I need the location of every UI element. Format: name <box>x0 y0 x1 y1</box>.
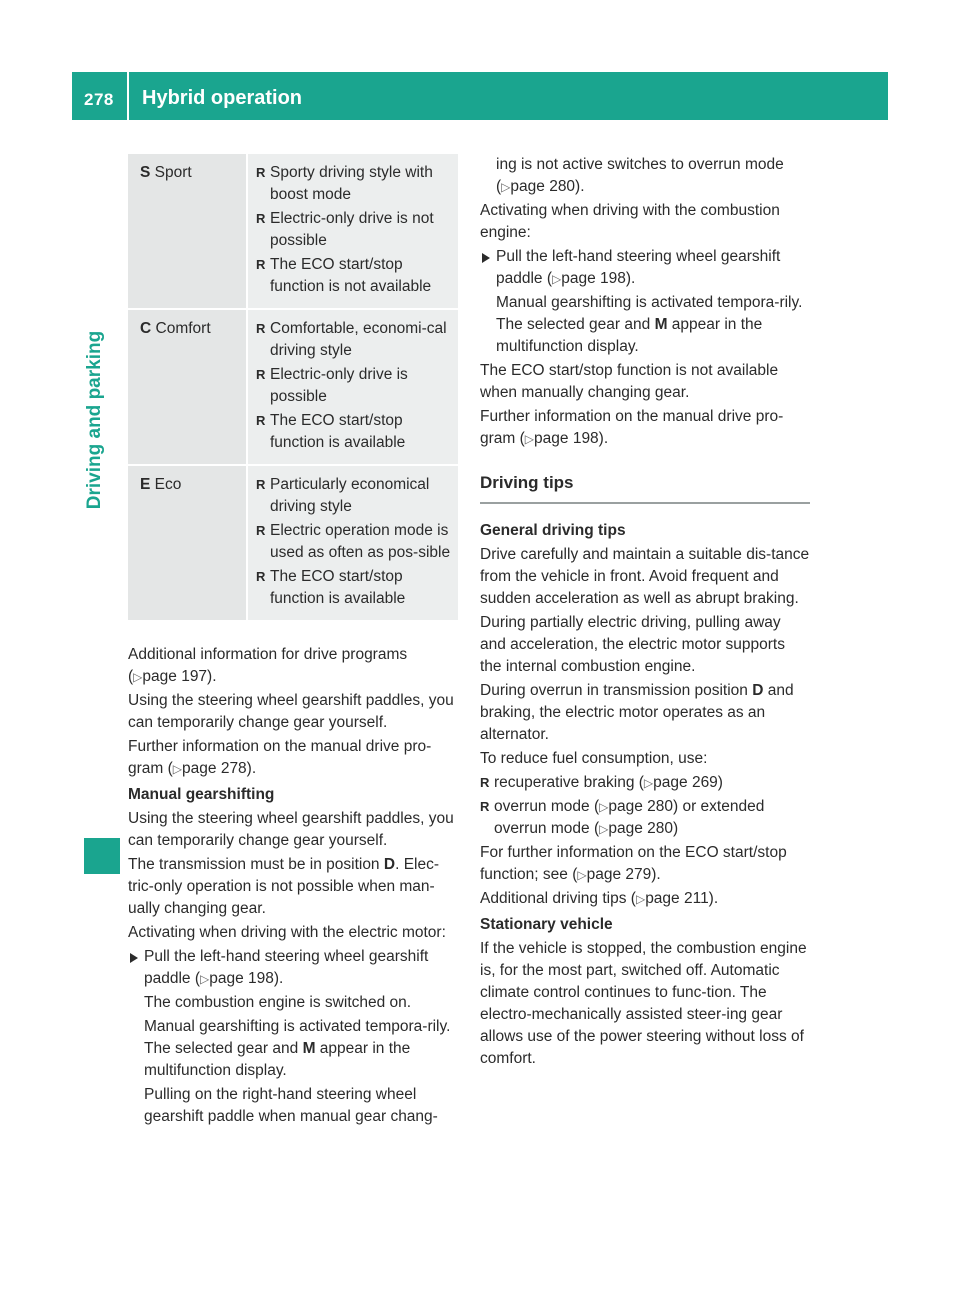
list-item: R Sporty driving style with boost mode <box>256 162 452 206</box>
list-item: R The ECO start/stop function is available <box>256 566 452 610</box>
list-item: R Particularly economical driving style <box>256 474 452 518</box>
action-step: Pull the left-hand steering wheel gearshift paddle (▷page 198). The combustion engine is switched on. Manual gearshifting is activated tempora-rily. The selected gear and M appear in the multifunction display. Pulling on the right-hand steering wheel gearshift paddle when manual gear chang- <box>128 946 458 1128</box>
list-item: R Comfortable, economi-cal driving style <box>256 318 452 362</box>
triangle-right-icon: ▷ <box>552 272 562 286</box>
list-item: R Electric operation mode is used as often as pos-sible <box>256 520 452 564</box>
triangle-right-icon: ▷ <box>599 800 609 814</box>
section-title: Hybrid operation <box>142 87 303 109</box>
list-item: R Electric-only drive is not possible <box>256 208 452 252</box>
left-column: Additional information for drive programs (▷page 197). Using the steering wheel gearshift paddles, you can temporarily change gear yourself. Further information on the manual drive pro-gram (▷page 278). Manual gearshifting Using the steering wheel gearshift paddles, you can temporarily change gear yourself. The transmission must be in position D. Elec-tric-only operation is not possible when man-ually changing gear. Activating when driving with the electric motor: Pull the left-hand steering wheel gearshift paddle (▷page 198). The combustion engine is switched on. Manual gearshifting is activated tempora-rily. The selected gear and M appear in the multifunction display. Pulling on the right-hand steering wheel gearshift paddle when manual gear chang- <box>128 644 458 1130</box>
triangle-right-icon: ▷ <box>501 180 511 194</box>
tips-list <box>480 772 810 840</box>
triangle-right-icon: ▷ <box>599 822 609 836</box>
table-row <box>128 466 458 622</box>
drive-program-table <box>128 154 458 622</box>
triangle-right-icon: ▷ <box>577 868 587 882</box>
page-number: 278 <box>84 90 114 109</box>
list-item: R Electric-only drive is possible <box>256 364 452 408</box>
table-row <box>128 310 458 466</box>
header-divider <box>127 72 129 120</box>
side-tab <box>84 120 120 810</box>
page-header <box>72 72 888 120</box>
list-item: R The ECO start/stop function is available <box>256 410 452 454</box>
heading: General driving tips <box>480 522 626 539</box>
list-item: R recuperative braking (▷page 269) <box>480 772 810 794</box>
program-name: C Comfort <box>128 310 248 464</box>
triangle-right-icon: ▷ <box>524 432 535 446</box>
program-name: S Sport <box>128 154 248 308</box>
action-step: Pull the left-hand steering wheel gearshift paddle (▷page 198). Manual gearshifting is activated tempora-rily. The selected gear and M appear in the multifunction display. <box>480 246 810 358</box>
table-row <box>128 154 458 310</box>
list-item: R The ECO start/stop function is not available <box>256 254 452 298</box>
triangle-right-icon: ▷ <box>635 892 646 906</box>
triangle-right-icon: ▷ <box>172 762 183 776</box>
feature-list <box>256 474 452 610</box>
side-tab-label: Driving and parking <box>84 330 105 510</box>
heading: Manual gearshifting <box>128 786 275 803</box>
triangle-right-icon: ▷ <box>643 776 654 790</box>
feature-list <box>256 162 452 298</box>
side-tab-marker <box>84 838 120 874</box>
section-heading: Driving tips <box>480 472 810 504</box>
heading: Stationary vehicle <box>480 916 613 933</box>
list-item: R overrun mode (▷page 280) or extended overrun mode (▷page 280) <box>480 796 810 840</box>
program-name: E Eco <box>128 466 248 620</box>
feature-list <box>256 318 452 454</box>
triangle-right-icon: ▷ <box>200 972 210 986</box>
right-column: ing is not active switches to overrun mode (▷page 280). Activating when driving with the combustion engine: Pull the left-hand steering wheel gearshift paddle (▷page 198). Manual gearshifting is activated tempora-rily. The selected gear and M appear in the multifunction display. The ECO start/stop function is not available when manually changing gear. Further information on the manual drive pro-gram (▷page 198). Driving tips General driving tips Drive carefully and maintain a suitable dis-tance from the vehicle in front. Avoid frequent and sudden acceleration as well as abrupt braking. During partially electric driving, pulling away and acceleration, the electric motor supports the internal combustion engine. During overrun in transmission position D and braking, the electric motor operates as an alternator. To reduce fuel consumption, use: R recuperative braking (▷page 269) R overrun mode (▷page 280) or extended overrun mode (▷page 280) For further information on the ECO start/stop function; see (▷page 279). Additional driving tips (▷page 211). Stationary vehicle If the vehicle is stopped, the combustion engine is, for the most part, switched off. Automatic climate control continues to func-tion. The electro-mechanically assisted steer-ing gear allows use of the power steering without loss of comfort. <box>480 154 810 1072</box>
triangle-right-icon: ▷ <box>133 670 143 684</box>
